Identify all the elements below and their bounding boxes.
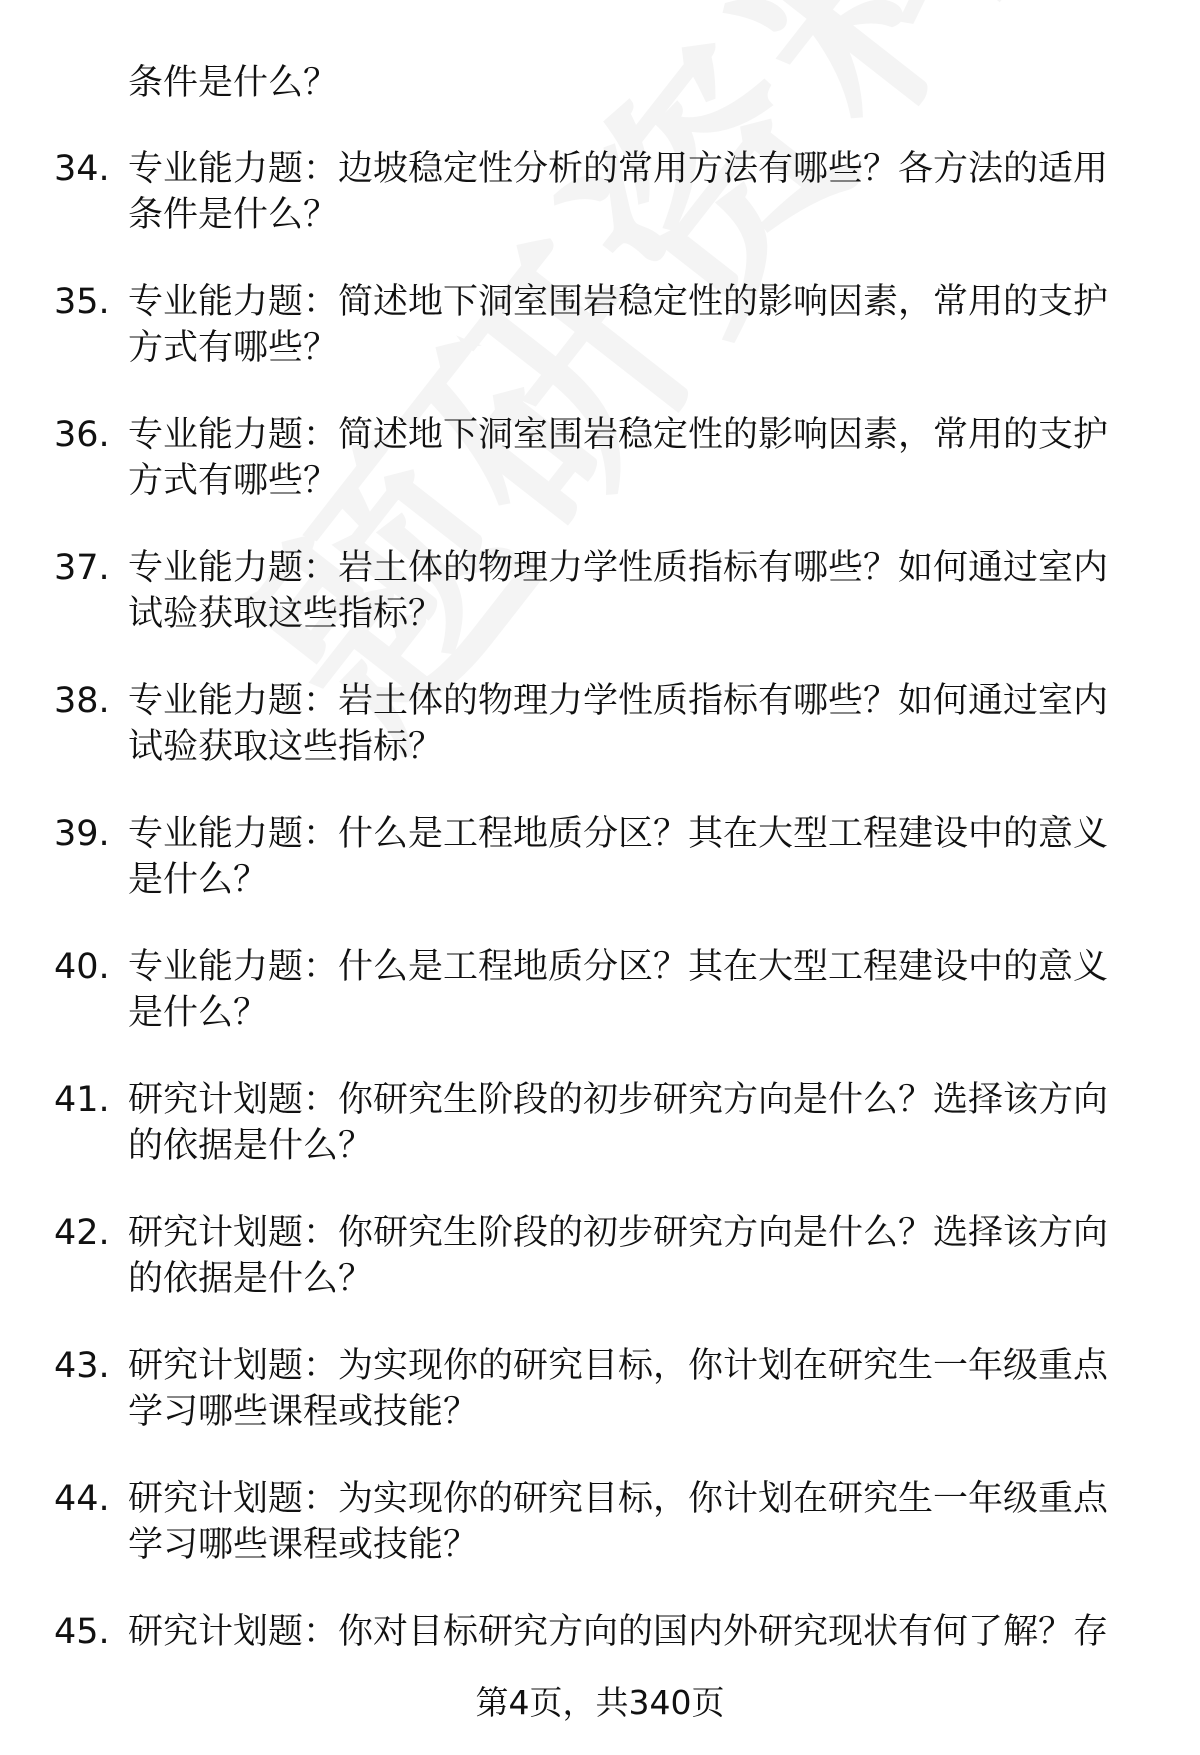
question-line-2: 是什么？ bbox=[128, 993, 269, 1033]
continued-question-fragment: 条件是什么？ bbox=[128, 63, 339, 103]
question-line-2: 是什么？ bbox=[128, 860, 269, 900]
question-text bbox=[128, 1609, 1138, 1655]
question-number: 44. bbox=[54, 1479, 110, 1519]
question-number: 35. bbox=[54, 282, 110, 322]
page-footer: 第4页，共340页 bbox=[475, 1683, 725, 1722]
list-item bbox=[0, 412, 1200, 545]
question-line-1: 专业能力题：什么是工程地质分区？其在大型工程建设中的意义 bbox=[128, 814, 1109, 854]
list-item bbox=[0, 811, 1200, 944]
question-number: 38. bbox=[54, 681, 110, 721]
list-item bbox=[0, 1077, 1200, 1210]
question-number: 37. bbox=[54, 548, 110, 588]
question-text bbox=[128, 1210, 1138, 1302]
list-item bbox=[0, 1343, 1200, 1476]
question-line-2: 方式有哪些？ bbox=[128, 461, 339, 501]
question-line-1: 专业能力题：什么是工程地质分区？其在大型工程建设中的意义 bbox=[128, 947, 1109, 987]
list-item bbox=[0, 944, 1200, 1077]
question-number: 43. bbox=[54, 1346, 110, 1386]
list-item bbox=[0, 146, 1200, 279]
question-line-2: 的依据是什么？ bbox=[128, 1126, 374, 1166]
question-number: 39. bbox=[54, 814, 110, 854]
question-line-1: 专业能力题：岩土体的物理力学性质指标有哪些？如何通过室内 bbox=[128, 548, 1109, 588]
list-item bbox=[0, 1210, 1200, 1343]
question-number: 41. bbox=[54, 1080, 110, 1120]
question-number: 42. bbox=[54, 1213, 110, 1253]
question-line-1: 研究计划题：为实现你的研究目标，你计划在研究生一年级重点 bbox=[128, 1346, 1109, 1386]
question-text bbox=[128, 146, 1138, 238]
question-text bbox=[128, 279, 1138, 371]
question-line-1: 研究计划题：你对目标研究方向的国内外研究现状有何了解？存 bbox=[128, 1612, 1109, 1652]
list-item bbox=[0, 279, 1200, 412]
list-item bbox=[0, 1476, 1200, 1609]
list-item bbox=[0, 678, 1200, 811]
question-text bbox=[128, 1343, 1138, 1435]
question-line-1: 专业能力题：岩土体的物理力学性质指标有哪些？如何通过室内 bbox=[128, 681, 1109, 721]
question-text bbox=[128, 678, 1138, 770]
question-line-1: 专业能力题：边坡稳定性分析的常用方法有哪些？各方法的适用 bbox=[128, 149, 1109, 189]
question-text bbox=[128, 545, 1138, 637]
question-text bbox=[128, 944, 1138, 1036]
question-line-2: 学习哪些课程或技能？ bbox=[128, 1392, 479, 1432]
question-line-2: 方式有哪些？ bbox=[128, 328, 339, 368]
question-line-1: 研究计划题：你研究生阶段的初步研究方向是什么？选择该方向 bbox=[128, 1213, 1109, 1253]
question-text bbox=[128, 1476, 1138, 1568]
question-line-2: 条件是什么？ bbox=[128, 195, 339, 235]
question-line-1: 专业能力题：简述地下洞室围岩稳定性的影响因素，常用的支护 bbox=[128, 282, 1109, 322]
question-line-1: 专业能力题：简述地下洞室围岩稳定性的影响因素，常用的支护 bbox=[128, 415, 1109, 455]
question-line-2: 的依据是什么？ bbox=[128, 1259, 374, 1299]
question-number: 45. bbox=[54, 1612, 110, 1652]
question-line-1: 研究计划题：为实现你的研究目标，你计划在研究生一年级重点 bbox=[128, 1479, 1109, 1519]
question-line-2: 学习哪些课程或技能？ bbox=[128, 1525, 479, 1565]
question-text bbox=[128, 811, 1138, 903]
question-number: 36. bbox=[54, 415, 110, 455]
list-item bbox=[0, 545, 1200, 678]
question-line-2: 试验获取这些指标？ bbox=[128, 594, 444, 634]
question-text bbox=[128, 412, 1138, 504]
question-line-1: 研究计划题：你研究生阶段的初步研究方向是什么？选择该方向 bbox=[128, 1080, 1109, 1120]
question-list bbox=[0, 146, 1200, 1742]
question-line-2: 试验获取这些指标？ bbox=[128, 727, 444, 767]
question-number: 34. bbox=[54, 149, 110, 189]
question-number: 40. bbox=[54, 947, 110, 987]
question-text bbox=[128, 1077, 1138, 1169]
